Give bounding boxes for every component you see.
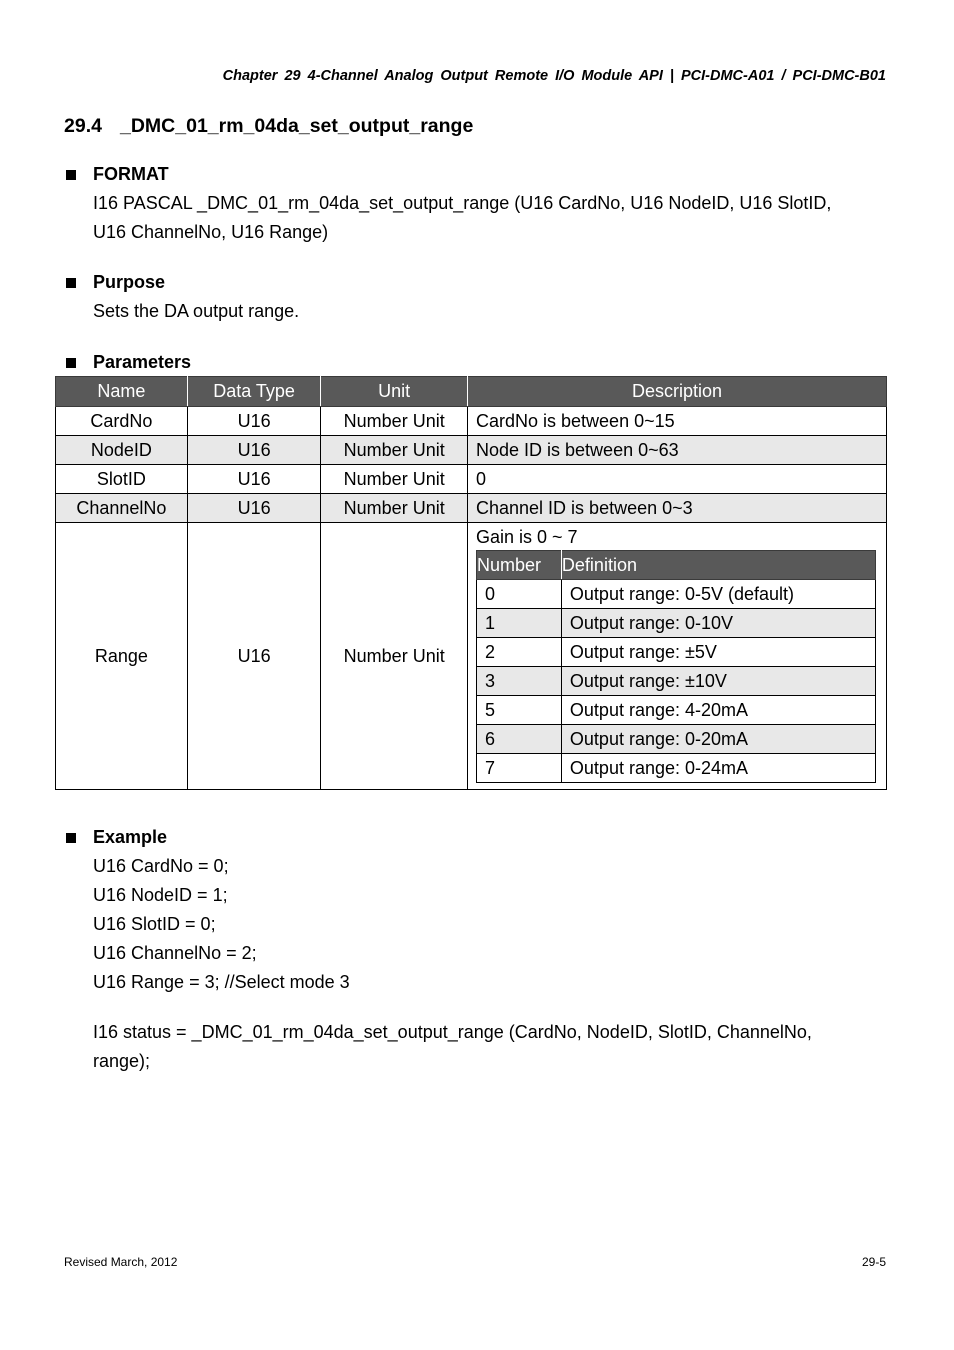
range-definition: Output range: 0-5V (default)	[561, 580, 875, 609]
param-description: 0	[468, 465, 887, 494]
column-header: Name	[56, 377, 188, 407]
table-row	[477, 725, 876, 754]
range-definition: Output range: ±5V	[561, 638, 875, 667]
example-line: U16 Range = 3; //Select mode 3	[93, 972, 350, 992]
range-number: 5	[477, 696, 562, 725]
example-call-line-2: range);	[93, 1051, 151, 1071]
table-row	[477, 609, 876, 638]
param-name: ChannelNo	[56, 494, 188, 523]
param-description: CardNo is between 0~15	[468, 407, 887, 436]
table-row	[477, 696, 876, 725]
section-number: 29.4	[64, 115, 102, 137]
bullet-square-icon	[66, 278, 76, 288]
table-row	[56, 436, 887, 465]
range-definition: Output range: 0-10V	[561, 609, 875, 638]
column-header: Definition	[561, 551, 875, 580]
gain-text: Gain is 0 ~ 7	[476, 527, 578, 547]
param-description: Channel ID is between 0~3	[468, 494, 887, 523]
table-row-range	[56, 523, 887, 790]
param-name: Range	[56, 523, 188, 790]
format-block	[64, 160, 886, 247]
example-line: U16 CardNo = 0;	[93, 856, 229, 876]
range-number: 3	[477, 667, 562, 696]
bullet-square-icon	[66, 358, 76, 368]
range-definition-table	[476, 550, 876, 783]
param-type: U16	[187, 465, 321, 494]
range-number: 7	[477, 754, 562, 783]
range-number: 2	[477, 638, 562, 667]
param-name: NodeID	[56, 436, 188, 465]
table-row	[56, 465, 887, 494]
table-row	[56, 494, 887, 523]
example-line: U16 SlotID = 0;	[93, 914, 216, 934]
parameters-block	[64, 348, 886, 377]
param-unit: Number Unit	[321, 523, 468, 790]
column-header: Data Type	[187, 377, 321, 407]
range-number: 0	[477, 580, 562, 609]
range-definition: Output range: 4-20mA	[561, 696, 875, 725]
example-line: U16 ChannelNo = 2;	[93, 943, 257, 963]
table-row	[477, 638, 876, 667]
example-call-line-1: I16 status = _DMC_01_rm_04da_set_output_range (CardNo, NodeID, SlotID, ChannelNo,	[93, 1022, 812, 1042]
parameters-heading: Parameters	[64, 348, 886, 377]
running-header: Chapter 29 4-Channel Analog Output Remote I/O Module API | PCI-DMC-A01 / PCI-DMC-B01	[222, 68, 886, 84]
param-name: CardNo	[56, 407, 188, 436]
section-title: _DMC_01_rm_04da_set_output_range	[120, 115, 474, 137]
param-unit: Number Unit	[321, 407, 468, 436]
table-row	[56, 407, 887, 436]
param-type: U16	[187, 436, 321, 465]
column-header: Number	[477, 551, 562, 580]
range-number: 6	[477, 725, 562, 754]
example-block	[64, 823, 886, 1076]
section-heading	[64, 115, 473, 138]
range-definition: Output range: 0-24mA	[561, 754, 875, 783]
table-row	[477, 754, 876, 783]
param-unit: Number Unit	[321, 436, 468, 465]
param-name: SlotID	[56, 465, 188, 494]
purpose-text: Sets the DA output range.	[93, 301, 300, 321]
param-unit: Number Unit	[321, 465, 468, 494]
bullet-square-icon	[66, 170, 76, 180]
format-heading: FORMAT	[64, 160, 886, 189]
param-unit: Number Unit	[321, 494, 468, 523]
example-line: U16 NodeID = 1;	[93, 885, 228, 905]
range-number: 1	[477, 609, 562, 638]
param-description	[468, 523, 887, 790]
format-line-1: I16 PASCAL _DMC_01_rm_04da_set_output_range (U16 CardNo, U16 NodeID, U16 SlotID,	[93, 193, 832, 213]
inner-header-row	[477, 551, 876, 580]
table-header-row	[56, 377, 887, 407]
column-header: Unit	[321, 377, 468, 407]
param-type: U16	[187, 494, 321, 523]
footer-revised: Revised March, 2012	[64, 1255, 178, 1269]
example-heading: Example	[64, 823, 886, 852]
param-description: Node ID is between 0~63	[468, 436, 887, 465]
purpose-block	[64, 268, 886, 326]
column-header: Description	[468, 377, 887, 407]
purpose-heading: Purpose	[64, 268, 886, 297]
table-row	[477, 580, 876, 609]
bullet-square-icon	[66, 833, 76, 843]
param-type: U16	[187, 407, 321, 436]
range-definition: Output range: ±10V	[561, 667, 875, 696]
format-line-2: U16 ChannelNo, U16 Range)	[93, 222, 329, 242]
range-definition: Output range: 0-20mA	[561, 725, 875, 754]
table-row	[477, 667, 876, 696]
footer-page-number: 29-5	[861, 1255, 886, 1269]
param-type: U16	[187, 523, 321, 790]
parameters-table	[55, 376, 887, 790]
